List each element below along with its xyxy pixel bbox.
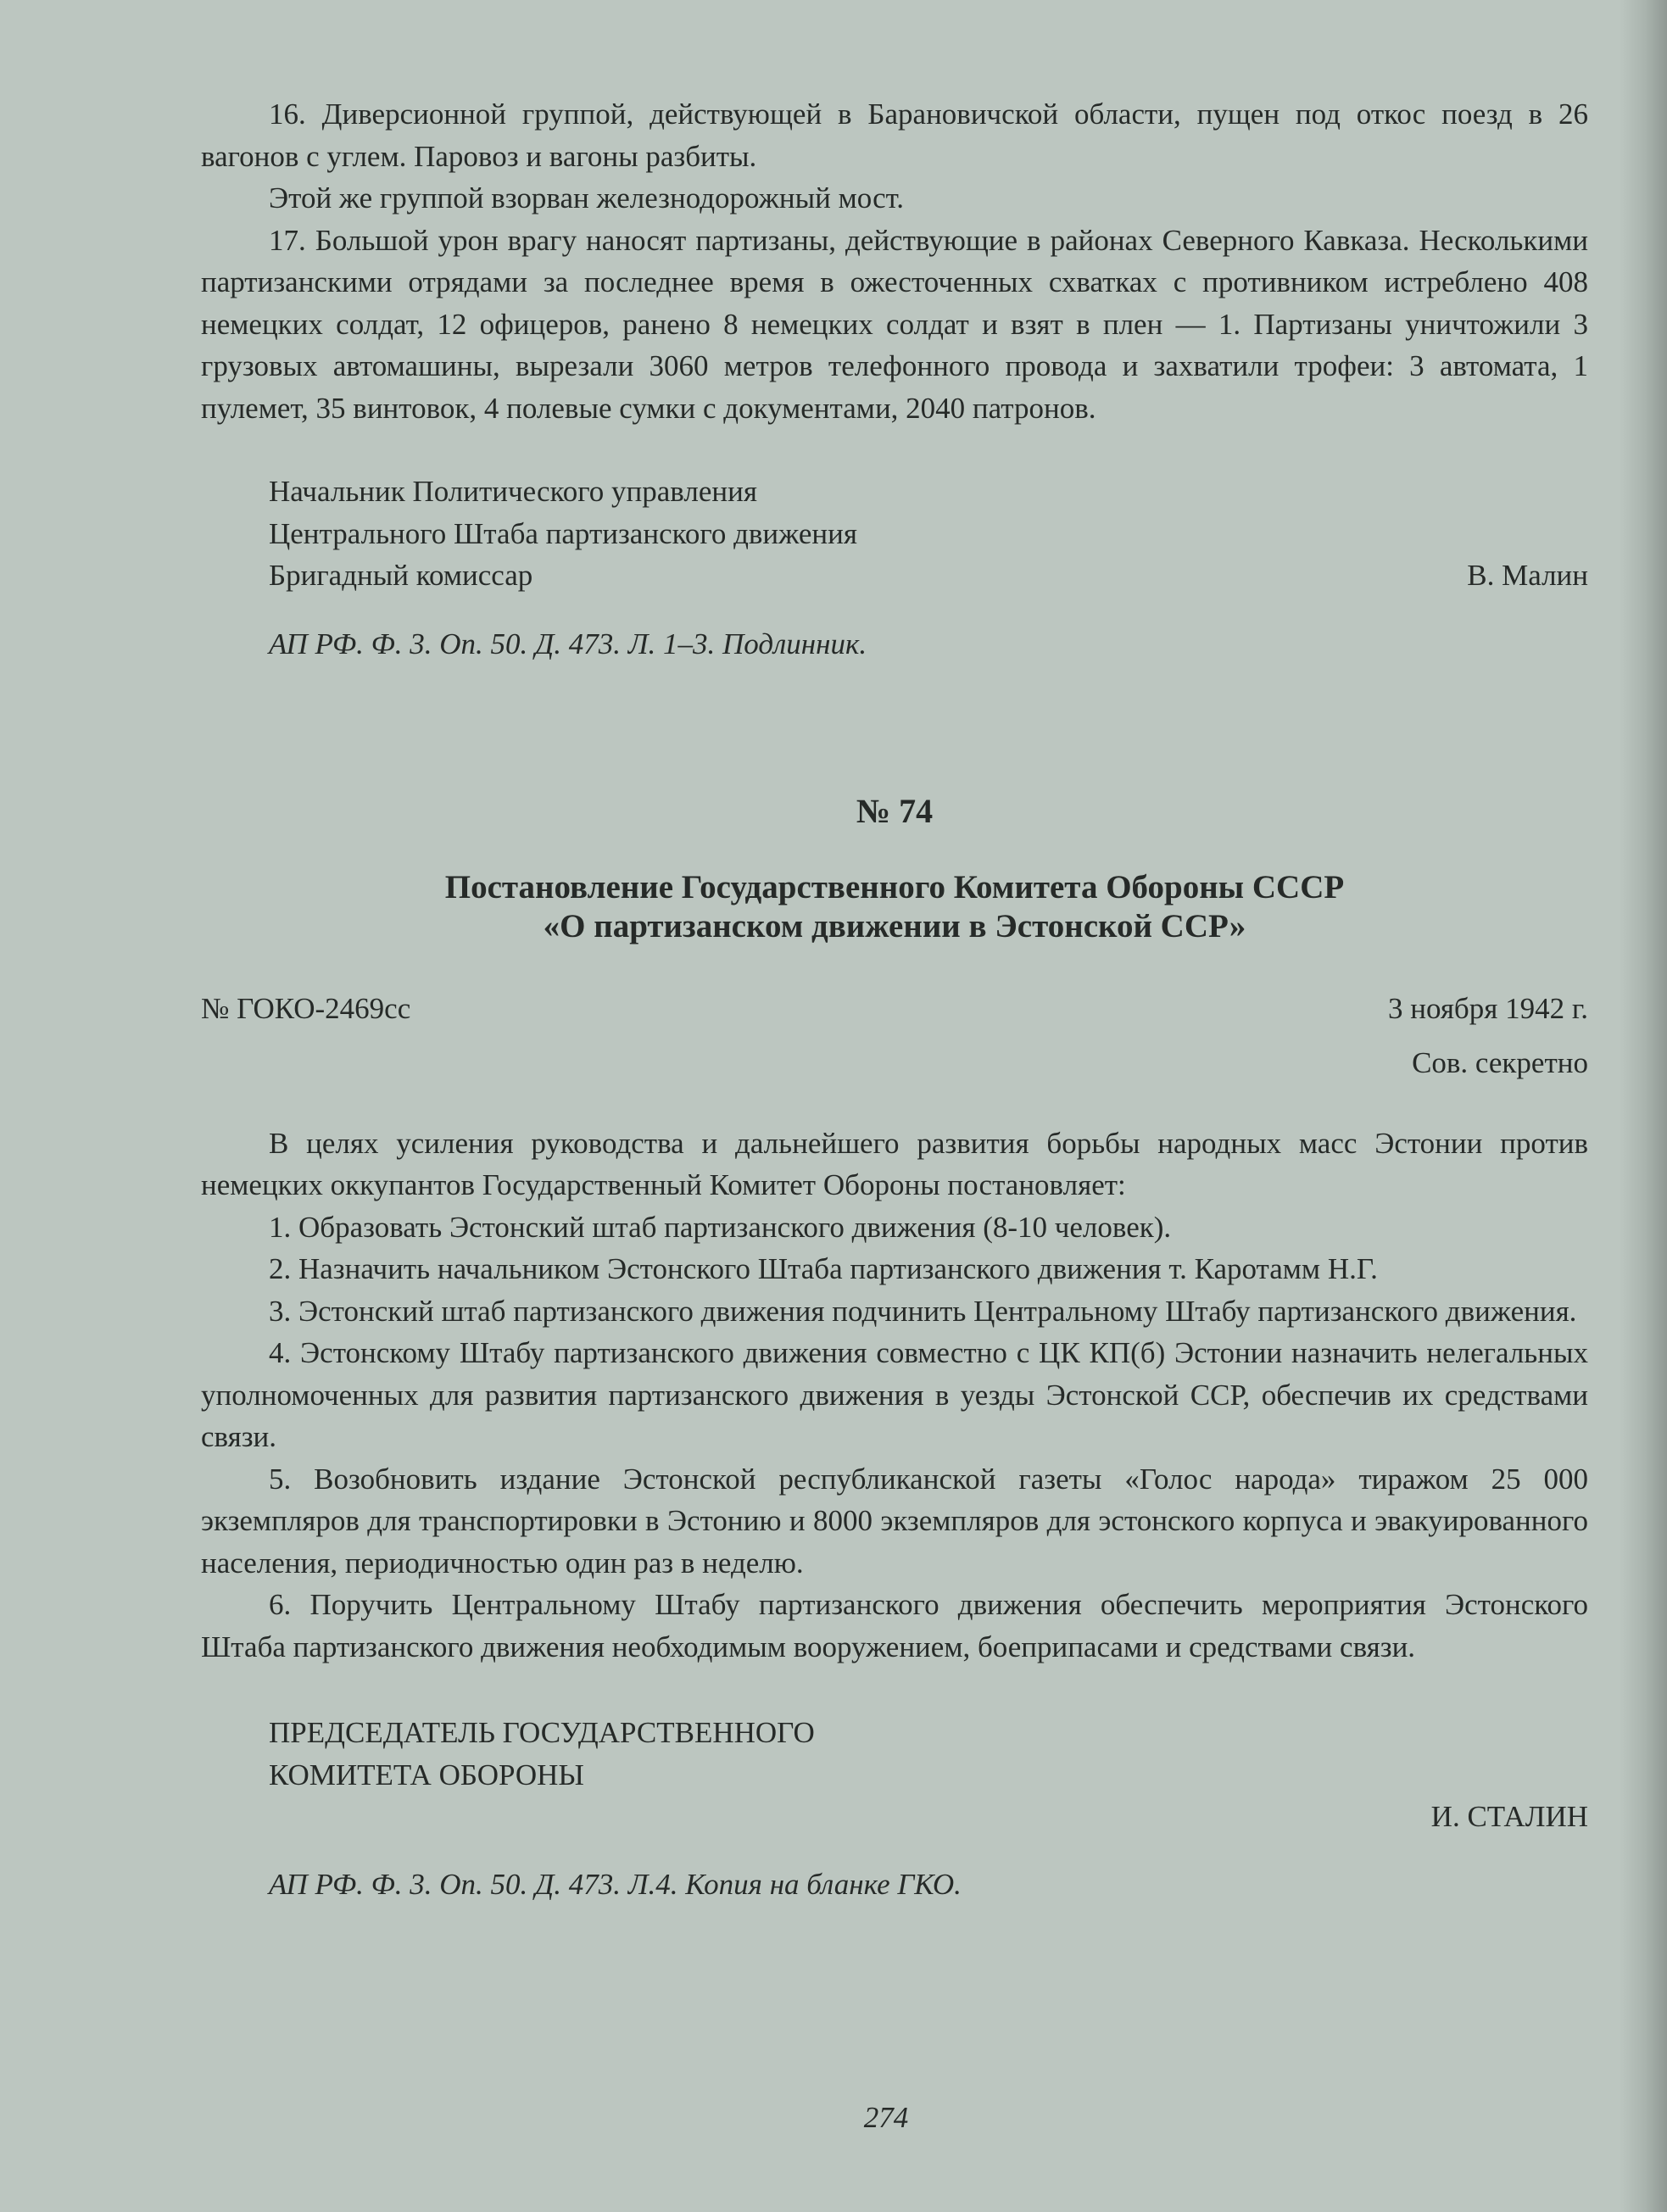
- signature-title-line-2: Центрального Штаба партизанского движения: [269, 516, 857, 550]
- document-page: [201, 93, 1588, 1905]
- document-meta: [201, 988, 1588, 1030]
- signatory-title-line-2: КОМИТЕТА ОБОРОНЫ: [269, 1758, 584, 1791]
- clause-2: 2. Назначить начальником Эстонского Штаба партизанского движения т. Каротамм Н.Г.: [269, 1252, 1378, 1285]
- clause-6: 6. Поручить Центральному Штабу партизанского движения обеспечить мероприятия Эстонского Штаба партизанского движения необходимым вооружением, боеприпасами и средствами связи.: [201, 1588, 1588, 1663]
- signature-line-malin: [201, 554, 1588, 597]
- document-title-line-2: «О партизанском движении в Эстонской ССР»: [543, 907, 1246, 944]
- signature-title-line-1: Начальник Политического управления: [269, 475, 757, 508]
- archive-reference: АП РФ. Ф. 3. Оп. 50. Д. 473. Л. 1–3. Подлинник.: [269, 627, 867, 660]
- paragraph-16: 16. Диверсионной группой, действующей в Барановичской области, пущен под откос поезд в 26 вагонов с углем. Паровоз и вагоны разбиты.: [201, 98, 1588, 173]
- clause-5: 5. Возобновить издание Эстонской республиканской газеты «Голос народа» тиражом 25 000 экземпляров для транспортировки в Эстонию и 8000 экземпляров для эстонского корпуса и эвакуированного населения, периодичностью один раз в неделю.: [201, 1462, 1588, 1580]
- signatory-title-line-1: ПРЕДСЕДАТЕЛЬ ГОСУДАРСТВЕННОГО: [269, 1716, 815, 1749]
- archive-reference-74: АП РФ. Ф. 3. Оп. 50. Д. 473. Л.4. Копия на бланке ГКО.: [269, 1867, 962, 1901]
- page-number: 274: [863, 2101, 909, 2134]
- paragraph-16-cont: Этой же группой взорван железнодорожный мост.: [269, 181, 905, 215]
- signatory-name-stalin: И. СТАЛИН: [1430, 1800, 1588, 1833]
- signature-block-stalin: [201, 1712, 1588, 1796]
- clause-4: 4. Эстонскому Штабу партизанского движения совместно с ЦК КП(б) Эстонии назначить нелегальных уполномоченных для развития партизанского движения в уезды Эстонской ССР, обеспечив их средствами связи.: [201, 1336, 1588, 1453]
- document-date: 3 ноября 1942 г.: [1388, 991, 1588, 1025]
- document-title-line-1: Постановление Государственного Комитета Обороны СССР: [444, 868, 1345, 905]
- signature-title-line-3: Бригадный комиссар: [269, 559, 533, 592]
- signatory-name: В. Малин: [1467, 559, 1588, 592]
- document-number: № 74: [856, 792, 934, 830]
- signature-block-malin: [201, 471, 1588, 554]
- classification-label: Сов. секретно: [1412, 1046, 1588, 1079]
- preamble: В целях усиления руководства и дальнейшего развития борьбы народных масс Эстонии против немецких оккупантов Государственный Комитет Обороны постановляет:: [201, 1126, 1588, 1201]
- clause-1: 1. Образовать Эстонский штаб партизанского движения (8-10 человек).: [269, 1210, 1172, 1244]
- clause-3: 3. Эстонский штаб партизанского движения подчинить Центральному Штабу партизанского движения.: [269, 1294, 1577, 1328]
- paragraph-17: 17. Большой урон врагу наносят партизаны, действующие в районах Северного Кавказа. Несколькими партизанскими отрядами за последнее время в ожесточенных схватках с противником истреблено 408 немецких солдат, 12 офицеров, ранено 8 немецких солдат и взят в плен — 1. Партизаны уничтожили 3 грузовых автомашины, вырезали 3060 метров телефонного провода и захватили трофеи: 3 автомата, 1 пулемет, 35 винтовок, 4 полевые сумки с документами, 2040 патронов.: [201, 223, 1588, 425]
- book-spine-shadow: [1620, 0, 1667, 2212]
- registration-number: № ГОКО-2469сс: [201, 991, 411, 1025]
